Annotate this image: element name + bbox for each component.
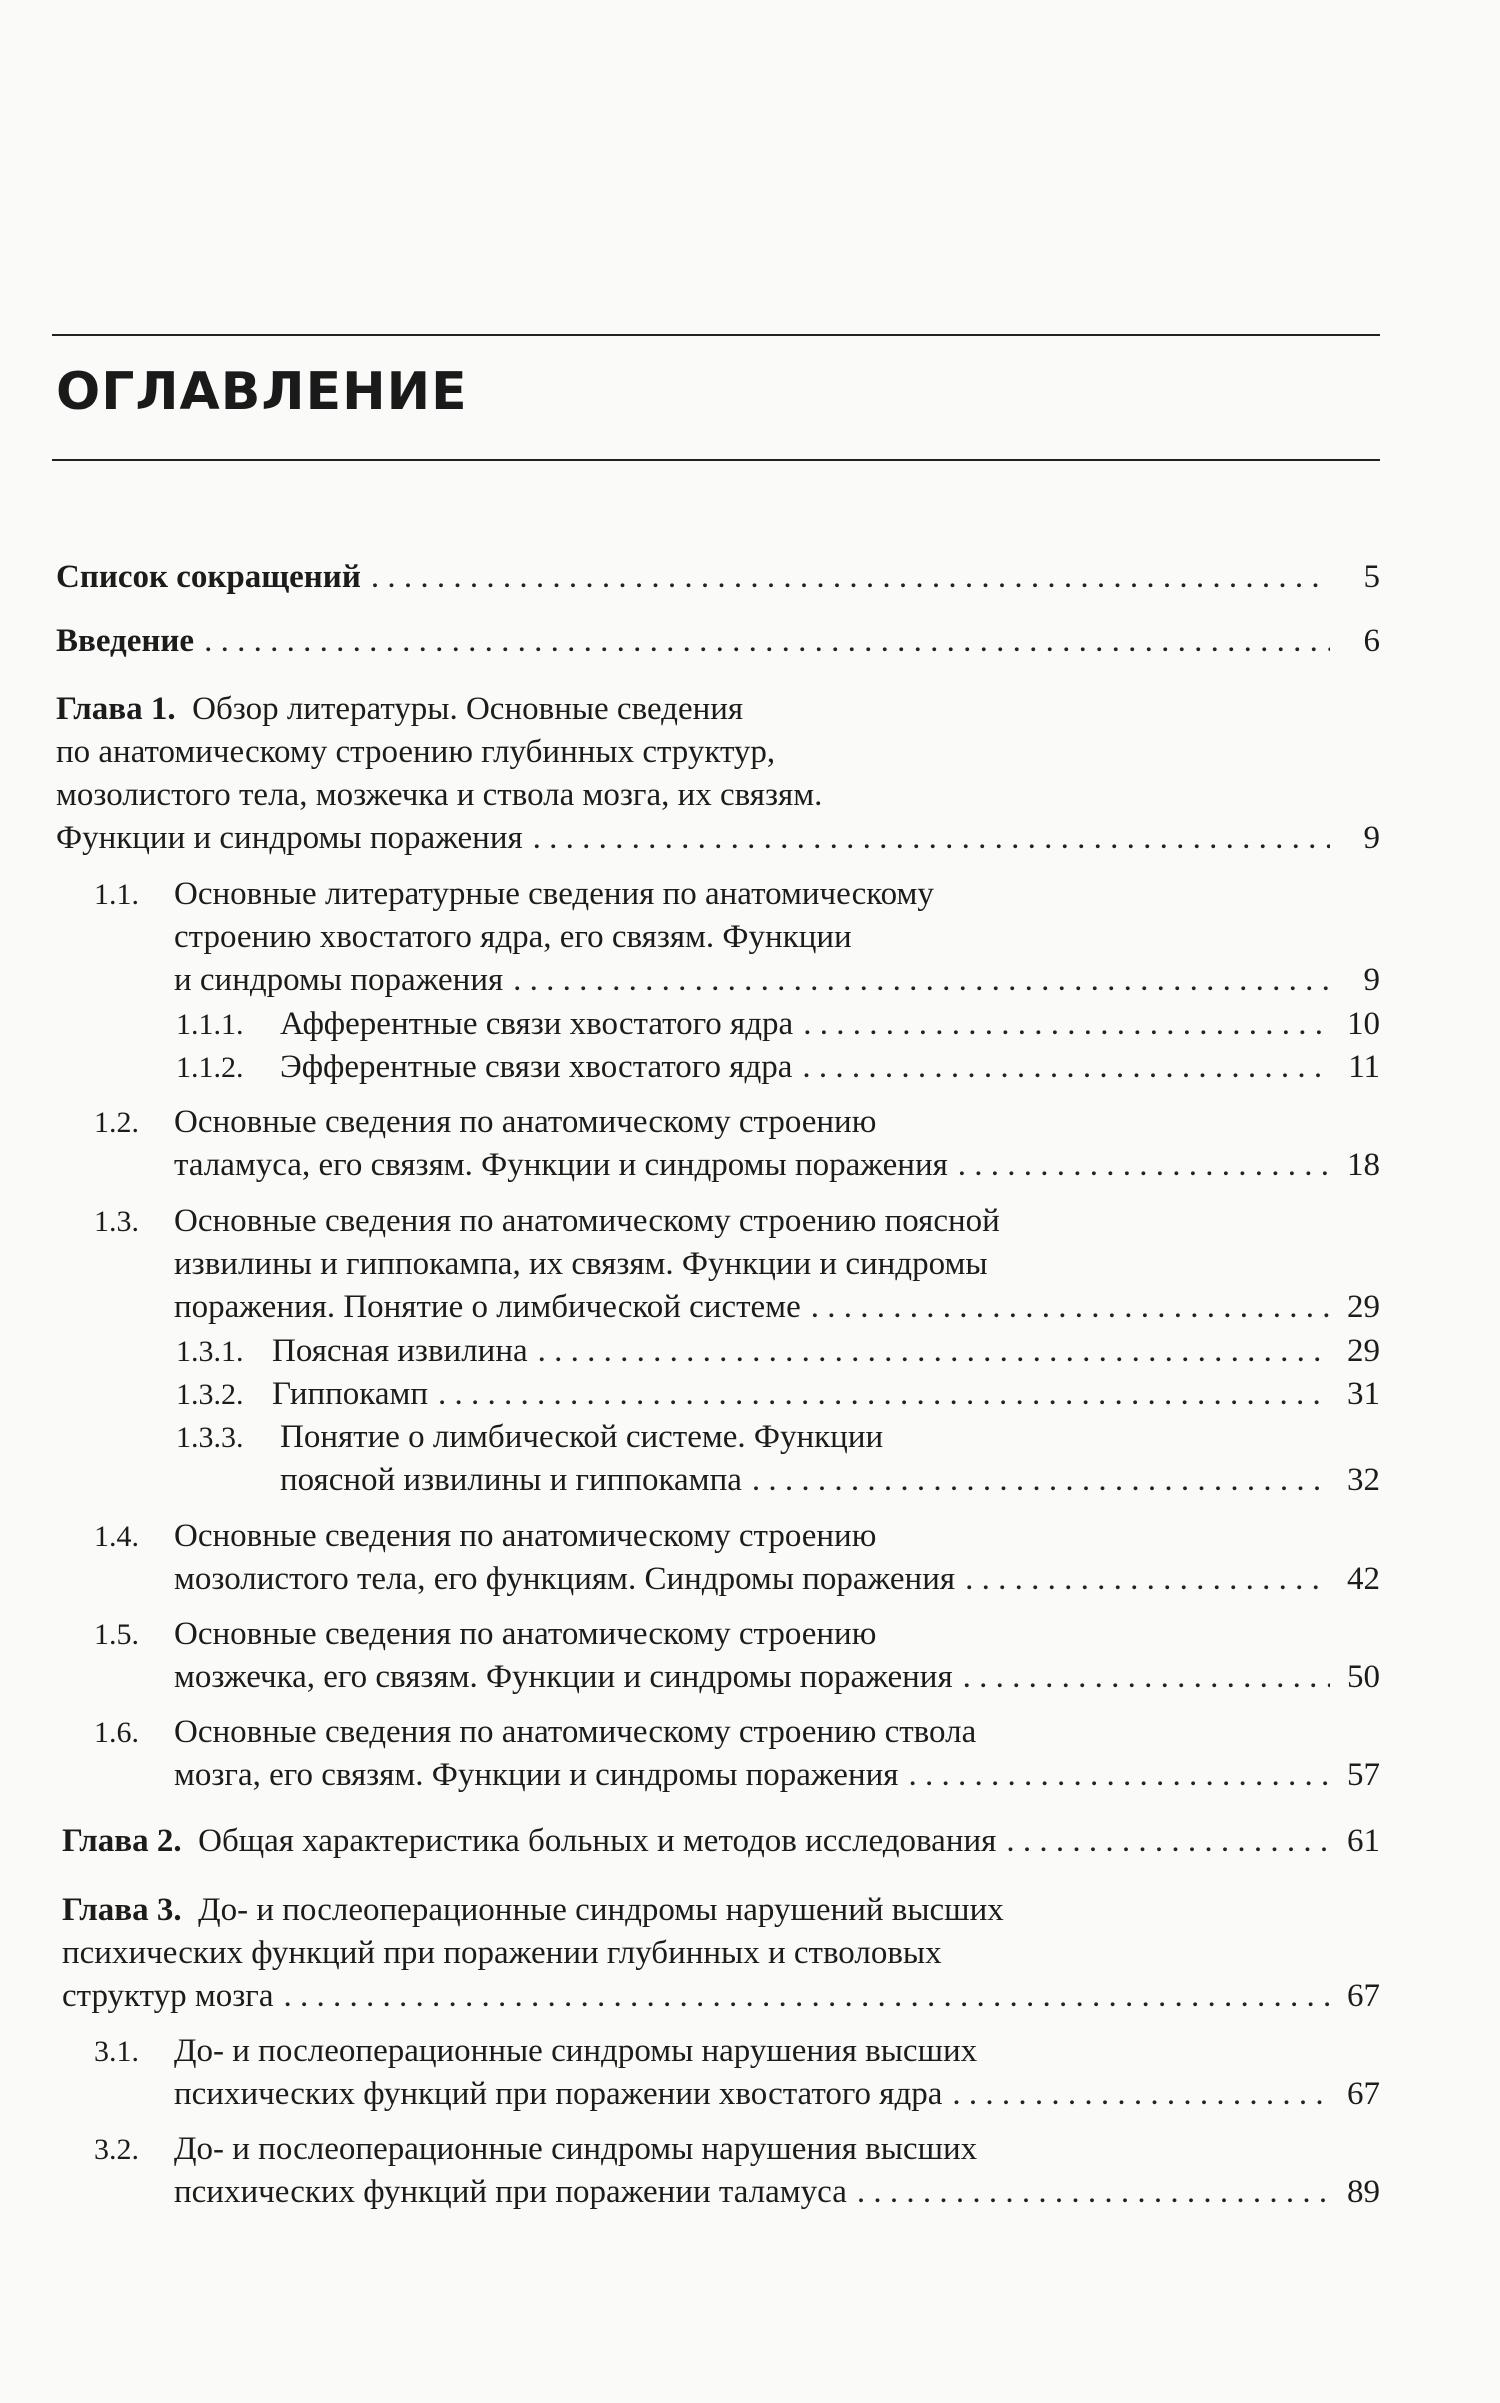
- toc-entry-line: Основные сведения по анатомическому строению: [174, 1616, 877, 1652]
- toc-entry-line: мозжечка, его связям. Функции и синдромы поражения: [174, 1659, 953, 1695]
- toc-entry-label: Список сокращений: [56, 559, 361, 595]
- toc-entry-line: таламуса, его связям. Функции и синдромы поражения: [174, 1147, 948, 1183]
- leader-dots: [533, 817, 1330, 860]
- toc-entry-line: и синдромы поражения: [174, 962, 504, 998]
- toc-entry-line: психических функций при поражении глубинных и стволовых: [62, 1935, 942, 1971]
- leader-dots: [513, 959, 1330, 1002]
- toc-entry-line: по анатомическому строению глубинных структур,: [56, 734, 776, 770]
- toc-entry-line: мозолистого тела, его функциям. Синдромы поражения: [174, 1561, 956, 1597]
- toc-section-number: 1.1.: [94, 878, 139, 911]
- toc-entry-label: Афферентные связи хвостатого ядра: [280, 1006, 794, 1042]
- toc-entry-line: извилины и гиппокампа, их связям. Функции и синдромы: [174, 1246, 988, 1282]
- toc-entry-chapter-3[interactable]: [62, 1889, 1380, 2018]
- toc-section-number: 3.1.: [94, 2035, 139, 2068]
- toc-page-number: 67: [1347, 1978, 1380, 2014]
- toc-entry-line: До- и послеоперационные синдромы нарушений высших: [198, 1892, 1004, 1928]
- leader-dots: [803, 1003, 1330, 1046]
- toc-section-number: 1.3.3.: [176, 1421, 244, 1454]
- leader-dots: [857, 2171, 1330, 2214]
- toc-entry-line: поясной извилины и гиппокампа: [280, 1462, 742, 1498]
- toc-entry-label: Введение: [56, 623, 195, 659]
- toc-section-number: 1.6.: [94, 1716, 139, 1749]
- leader-dots: [438, 1373, 1330, 1416]
- toc-page-number: 32: [1347, 1462, 1380, 1498]
- toc-entry-section[interactable]: [94, 1711, 1380, 1797]
- toc-entry-line: психических функций при поражении таламуса: [174, 2174, 847, 2210]
- toc-entry-subsection[interactable]: [176, 1373, 1380, 1416]
- toc-page-number: 89: [1347, 2174, 1380, 2210]
- toc-entry-line: Основные сведения по анатомическому строению поясной: [174, 1203, 1000, 1239]
- toc-page-number: 6: [1363, 623, 1380, 659]
- toc-entry-line: психических функций при поражении хвостатого ядра: [174, 2076, 943, 2112]
- toc-page-number: 9: [1363, 962, 1380, 998]
- toc-entry-line: поражения. Понятие о лимбической системе: [174, 1289, 801, 1325]
- toc-entry-line: структур мозга: [62, 1978, 274, 2014]
- toc-entry-chapter-2[interactable]: [62, 1820, 1380, 1863]
- toc-section-number: 1.3.2.: [176, 1378, 244, 1411]
- toc-entry-section[interactable]: [94, 1101, 1380, 1187]
- leader-dots: [371, 556, 1330, 599]
- toc-entry-line: До- и послеоперационные синдромы нарушения высших: [174, 2131, 978, 2167]
- toc-page-number: 31: [1347, 1376, 1380, 1412]
- toc-entry-label: Общая характеристика больных и методов исследования: [198, 1823, 997, 1859]
- toc-entry-subsection[interactable]: [176, 1416, 1380, 1502]
- toc-entry-line: строению хвостатого ядра, его связям. Функции: [174, 919, 852, 955]
- page-title: ОГЛАВЛЕНИЕ: [56, 362, 468, 422]
- title-top-rule: [52, 334, 1380, 336]
- toc-entry-line: До- и послеоперационные синдромы нарушения высших: [174, 2033, 978, 2069]
- toc-page-number: 61: [1347, 1823, 1380, 1859]
- toc-page-number: 29: [1347, 1333, 1380, 1369]
- leader-dots: [752, 1459, 1330, 1502]
- toc-section-number: 1.4.: [94, 1520, 139, 1553]
- leader-dots: [952, 2073, 1330, 2116]
- toc-entry-subsection[interactable]: [176, 1003, 1380, 1046]
- toc-entry-line: Основные сведения по анатомическому строению: [174, 1104, 877, 1140]
- leader-dots: [802, 1046, 1330, 1089]
- toc-entry[interactable]: [56, 620, 1380, 663]
- toc-section-number: 1.3.1.: [176, 1335, 244, 1368]
- toc-entry-section[interactable]: [94, 873, 1380, 1002]
- toc-entry-subsection[interactable]: [176, 1046, 1380, 1089]
- toc-page-number: 11: [1348, 1049, 1380, 1085]
- toc-page-number: 50: [1347, 1659, 1380, 1695]
- toc-entry-line: Основные сведения по анатомическому строению: [174, 1518, 877, 1554]
- toc-page-number: 9: [1363, 820, 1380, 856]
- toc-entry-line: мозга, его связям. Функции и синдромы поражения: [174, 1757, 899, 1793]
- toc-entry-section[interactable]: [94, 1200, 1380, 1329]
- toc-section-number: 1.1.2.: [176, 1051, 244, 1084]
- toc-entry-subsection[interactable]: [176, 1330, 1380, 1373]
- leader-dots: [908, 1754, 1330, 1797]
- leader-dots: [965, 1558, 1330, 1601]
- toc-section-number: 3.2.: [94, 2133, 139, 2166]
- toc-entry-section[interactable]: [94, 2128, 1380, 2214]
- toc-page-number: 5: [1363, 559, 1380, 595]
- leader-dots: [811, 1286, 1330, 1329]
- toc-page-number: 10: [1347, 1006, 1380, 1042]
- toc-entry-line: Понятие о лимбической системе. Функции: [280, 1419, 884, 1455]
- toc-entry-section[interactable]: [94, 1613, 1380, 1699]
- leader-dots: [1006, 1820, 1330, 1863]
- toc-entry-section[interactable]: [94, 1515, 1380, 1601]
- toc-entry-label: Эфферентные связи хвостатого ядра: [280, 1049, 793, 1085]
- toc-page-number: 42: [1347, 1561, 1380, 1597]
- toc-section-number: 1.5.: [94, 1618, 139, 1651]
- leader-dots: [538, 1330, 1330, 1373]
- leader-dots: [963, 1656, 1330, 1699]
- toc-page-number: 29: [1347, 1289, 1380, 1325]
- toc-entry-line: Функции и синдромы поражения: [56, 820, 523, 856]
- toc-section-number: 1.3.: [94, 1205, 139, 1238]
- toc-page-number: 18: [1347, 1147, 1380, 1183]
- leader-dots: [204, 620, 1330, 663]
- leader-dots: [958, 1144, 1330, 1187]
- title-bottom-rule: [52, 459, 1380, 461]
- toc-entry-line: мозолистого тела, мозжечка и ствола мозга, их связям.: [56, 777, 823, 813]
- toc-chapter-label: Глава 3.: [62, 1892, 182, 1928]
- toc-entry-line: Основные сведения по анатомическому строению ствола: [174, 1714, 977, 1750]
- toc-entry-label: Поясная извилина: [272, 1333, 528, 1369]
- toc-chapter-label: Глава 2.: [62, 1823, 182, 1859]
- toc-entry-chapter-1[interactable]: [56, 688, 1380, 860]
- toc-chapter-label: Глава 1.: [56, 691, 176, 727]
- toc-page-number: 67: [1347, 2076, 1380, 2112]
- toc-entry[interactable]: [56, 556, 1380, 599]
- toc-section-number: 1.1.1.: [176, 1008, 244, 1041]
- toc-entry-line: Основные литературные сведения по анатомическому: [174, 876, 934, 912]
- toc-entry-label: Гиппокамп: [272, 1376, 429, 1412]
- toc-entry-section[interactable]: [94, 2030, 1380, 2116]
- toc-entry-line: Обзор литературы. Основные сведения: [192, 691, 744, 727]
- toc-page-number: 57: [1347, 1757, 1380, 1793]
- toc-section-number: 1.2.: [94, 1106, 139, 1139]
- leader-dots: [283, 1975, 1330, 2018]
